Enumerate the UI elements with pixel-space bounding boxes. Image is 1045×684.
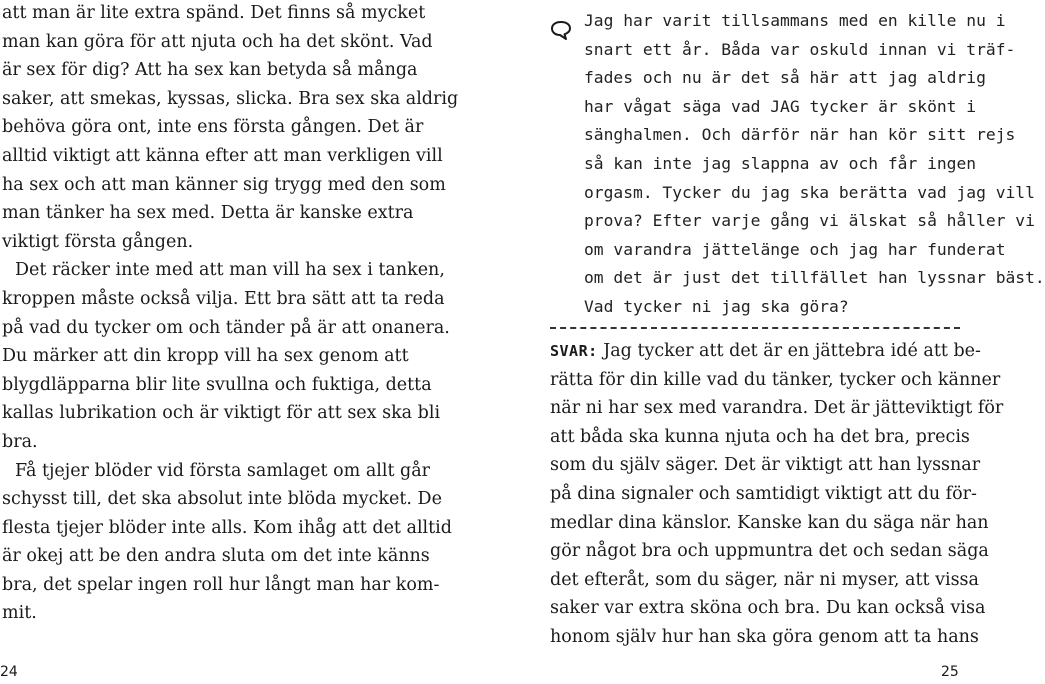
answer-line: gör något bra och uppmuntra det och sedan säga — [550, 541, 989, 562]
body-line: på vad du tycker om och tänder på är att onanera. — [2, 317, 450, 338]
body-line: kroppen måste också vilja. Ett bra sätt att ta reda — [2, 288, 445, 309]
body-line: bra, det spelar ingen roll hur långt man har kom- — [2, 574, 440, 595]
reader-question — [584, 7, 1045, 322]
dashed-divider — [550, 327, 960, 329]
left-body-text — [2, 0, 472, 628]
body-line: att man är lite extra spänd. Det finns så mycket — [2, 3, 426, 23]
answer-text — [550, 337, 1004, 652]
answer-line: medlar dina känslor. Kanske kan du säga när han — [550, 512, 989, 533]
question-line: snart ett år. Båda var oskuld innan vi träf- — [584, 39, 1016, 59]
answer-first-line — [550, 337, 981, 366]
answer-line: det efteråt, som du säger, när ni myser, att vissa — [550, 569, 979, 590]
question-line: så kan inte jag slappna av och får ingen — [584, 153, 977, 173]
answer-line: när ni har sex med varandra. Det är jätteviktigt för — [550, 398, 1004, 419]
body-line: man kan göra för att njuta och ha det skönt. Vad — [2, 31, 433, 52]
page-number-right: 25 — [941, 664, 959, 680]
body-line: blygdläpparna blir lite svullna och fuktiga, detta — [2, 374, 432, 395]
answer-line: Jag tycker att det är en jättebra idé att be- — [603, 341, 981, 361]
body-line: behöva göra ont, inte ens första gången. Det är — [2, 117, 424, 138]
svar-label: SVAR: — [550, 342, 598, 360]
answer-line: saker var extra sköna och bra. Du kan också visa — [550, 598, 986, 619]
body-line: kallas lubrikation och är viktigt för att sex ska bli — [2, 403, 441, 424]
speech-bubble-icon — [550, 20, 572, 40]
body-line: man tänker ha sex med. Detta är kanske extra — [2, 203, 414, 224]
question-line: orgasm. Tycker du jag ska berätta vad jag vill — [584, 182, 1035, 202]
body-line: alltid viktigt att känna efter att man verkligen vill — [2, 145, 443, 166]
body-line: Få tjejer blöder vid första samlaget om allt går — [15, 460, 431, 481]
page-number-left: 24 — [0, 664, 18, 680]
body-line: flesta tjejer blöder inte alls. Kom ihåg att det alltid — [2, 517, 452, 538]
question-line: om det är just det tillfället han lyssnar bäst. — [584, 268, 1045, 288]
body-line: bra. — [2, 431, 38, 452]
body-line: saker, att smekas, kyssas, slicka. Bra sex ska aldrig — [2, 88, 459, 109]
answer-line: på dina signaler och samtidigt viktigt att du för- — [550, 483, 977, 504]
question-line: Jag har varit tillsammans med en kille nu i — [584, 11, 1006, 30]
body-line: Det räcker inte med att man vill ha sex i tanken, — [15, 260, 445, 281]
body-line: viktigt första gången. — [2, 231, 194, 252]
body-line: Du märker att din kropp vill ha sex genom att — [2, 346, 409, 367]
body-line: är okej att be den andra sluta om det inte känns — [2, 546, 430, 567]
question-line: fades och nu är det så här att jag aldrig — [584, 68, 986, 88]
body-line: schysst till, det ska absolut inte blöda mycket. De — [2, 489, 442, 510]
answer-line: att båda ska kunna njuta och ha det bra, precis — [550, 426, 970, 447]
body-line: ha sex och att man känner sig trygg med den som — [2, 174, 446, 195]
question-line: om varandra jättelänge och jag har funderat — [584, 239, 1006, 259]
question-line: prova? Efter varje gång vi älskat så håller vi — [584, 211, 1035, 231]
question-line: Vad tycker ni jag ska göra? — [584, 296, 849, 316]
question-line: har vågat säga vad JAG tycker är skönt i — [584, 96, 977, 116]
question-line: sänghalmen. Och därför när han kör sitt rejs — [584, 125, 1016, 145]
answer-line: rätta för din kille vad du tänker, tycker och känner — [550, 369, 1001, 390]
answer-line: som du själv säger. Det är viktigt att han lyssnar — [550, 455, 981, 476]
body-line: mit. — [2, 603, 37, 624]
answer-line: honom själv hur han ska göra genom att ta hans — [550, 626, 979, 647]
body-line: är sex för dig? Att ha sex kan betyda så många — [2, 60, 418, 81]
